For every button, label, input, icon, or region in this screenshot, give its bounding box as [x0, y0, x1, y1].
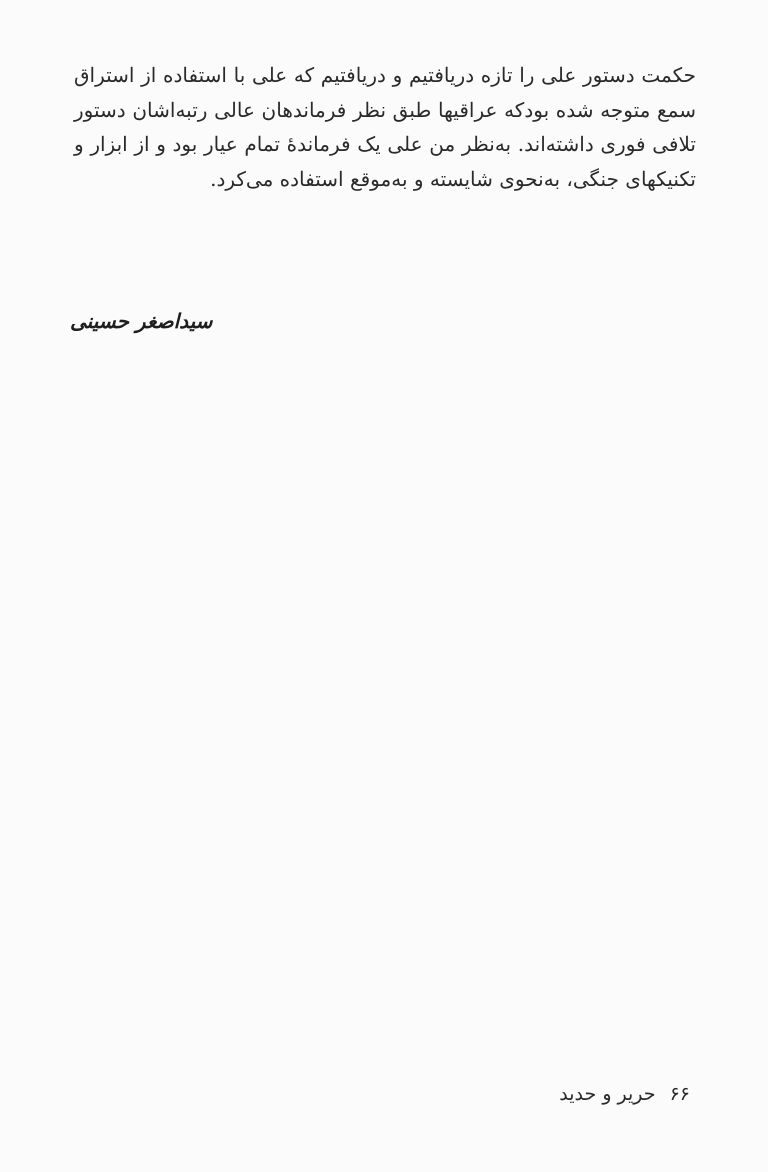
author-signature: سیداصغر حسینی — [70, 309, 213, 333]
paragraph-text: حکمت دستور علی را تازه دریافتیم و دریافتیم که علی با استفاده از استراق سمع متوجه شده بودکه عراقیها طبق نظر فرماندهان عالی رتبه‌اشان دستور تلافی فوری داشته‌اند. به‌نظر من علی یک فرماندۀ تمام عیار بود و از ابزار و تکنیکهای جنگی، به‌نحوی شایسته و به‌موقع استفاده می‌کرد. — [74, 63, 696, 191]
page-footer — [510, 1080, 690, 1108]
book-title: حریر و حدید — [559, 1083, 656, 1105]
page-number: ۶۶ — [669, 1083, 690, 1105]
